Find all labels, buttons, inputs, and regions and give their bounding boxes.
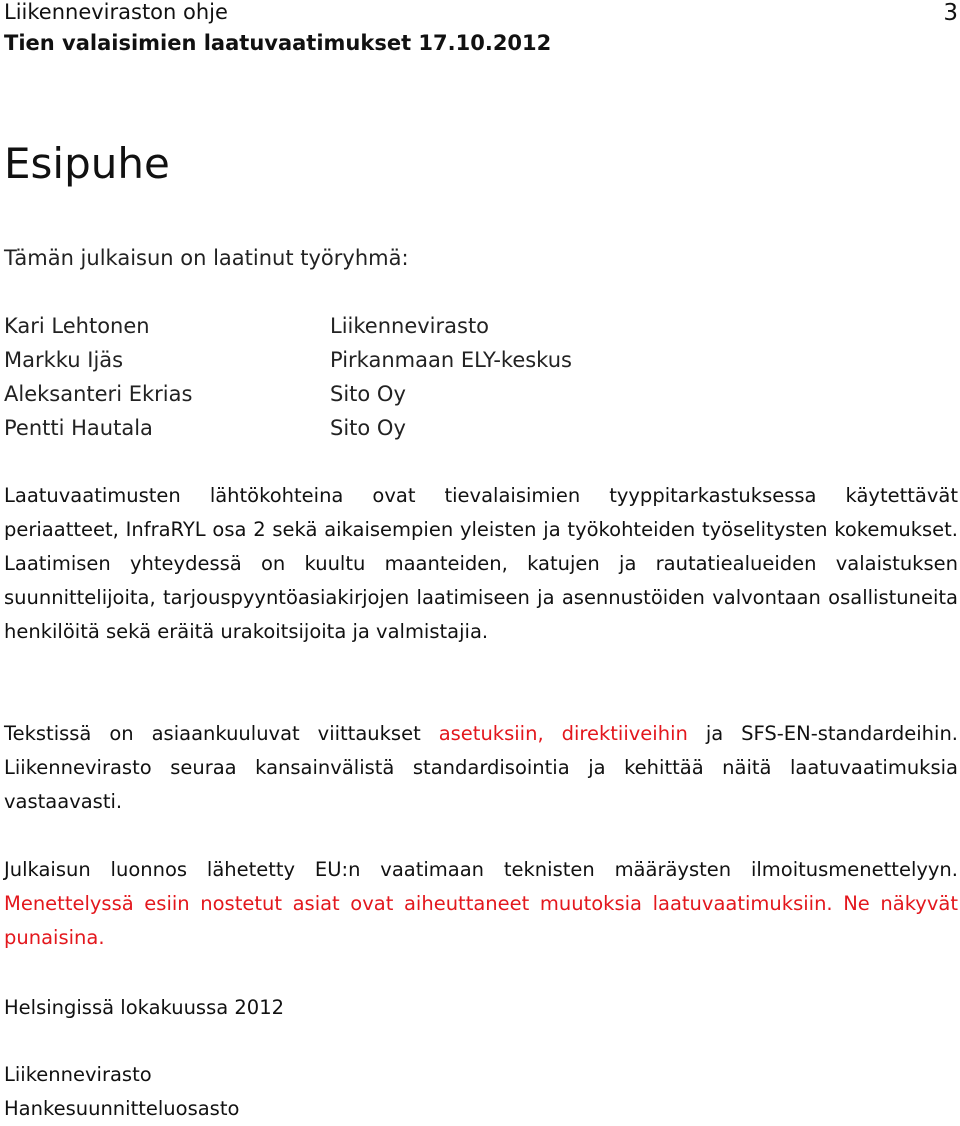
references-text-end: ja SFS-EN-standardeihin. Liikennevirasto seuraa kansainvälistä standardisointia ja kehittää näitä laatuvaatimuksia vastaavasti. [4, 722, 958, 813]
author-row [4, 346, 704, 380]
author-row [4, 380, 704, 414]
signature-block [4, 1058, 239, 1126]
author-row [4, 312, 704, 346]
place-and-date: Helsingissä lokakuussa 2012 [4, 996, 285, 1019]
page-number: 3 [943, 0, 958, 26]
header-document-title: Tien valaisimien laatuvaatimukset 17.10.2012 [4, 31, 552, 55]
author-name: Kari Lehtonen [4, 314, 150, 338]
header-organization: Liikenneviraston ohje [4, 0, 228, 24]
author-organization: Sito Oy [330, 416, 406, 440]
intro-text: Tämän julkaisun on laatinut työryhmä: [4, 246, 409, 270]
notification-text: Julkaisun luonnos lähetetty EU:n vaatimaan teknisten määräysten ilmoitusmenettelyyn. [4, 858, 958, 881]
author-row [4, 414, 704, 448]
author-name: Pentti Hautala [4, 416, 153, 440]
paragraph-references [4, 717, 958, 819]
notification-red-text: Menettelyssä esiin nostetut asiat ovat aiheuttaneet muutoksia laatuvaatimuksiin. Ne näkyvät punaisina. [4, 892, 958, 949]
references-text-start: Tekstissä on asiaankuuluvat viittaukset [4, 722, 439, 745]
paragraph-notification [4, 853, 958, 955]
author-organization: Liikennevirasto [330, 314, 490, 338]
author-list [4, 312, 704, 448]
page-header [4, 0, 884, 57]
signature-organization: Liikennevirasto [4, 1063, 152, 1086]
references-red-text: asetuksiin, direktiiveihin [438, 722, 688, 745]
author-organization: Pirkanmaan ELY-keskus [330, 348, 572, 372]
author-name: Markku Ijäs [4, 348, 124, 372]
author-name: Aleksanteri Ekrias [4, 382, 193, 406]
page-title: Esipuhe [4, 139, 170, 188]
signature-department: Hankesuunnitteluosasto [4, 1097, 240, 1120]
author-organization: Sito Oy [330, 382, 406, 406]
paragraph-sources: Laatuvaatimusten lähtökohteina ovat tievalaisimien tyyppitarkastuksessa käytettävät periaatteet, InfraRYL osa 2 sekä aikaisempien yleisten ja työkohteiden työselitysten kokemukset. Laatimisen yhteydessä on kuultu maanteiden, katujen ja rautatiealueiden valaistuksen suunnittelijoita, tarjouspyyntöasiakirjojen laatimiseen ja asennustöiden valvontaan osallistuneita henkilöitä sekä eräitä urakoitsijoita ja valmistajia. [4, 484, 958, 643]
